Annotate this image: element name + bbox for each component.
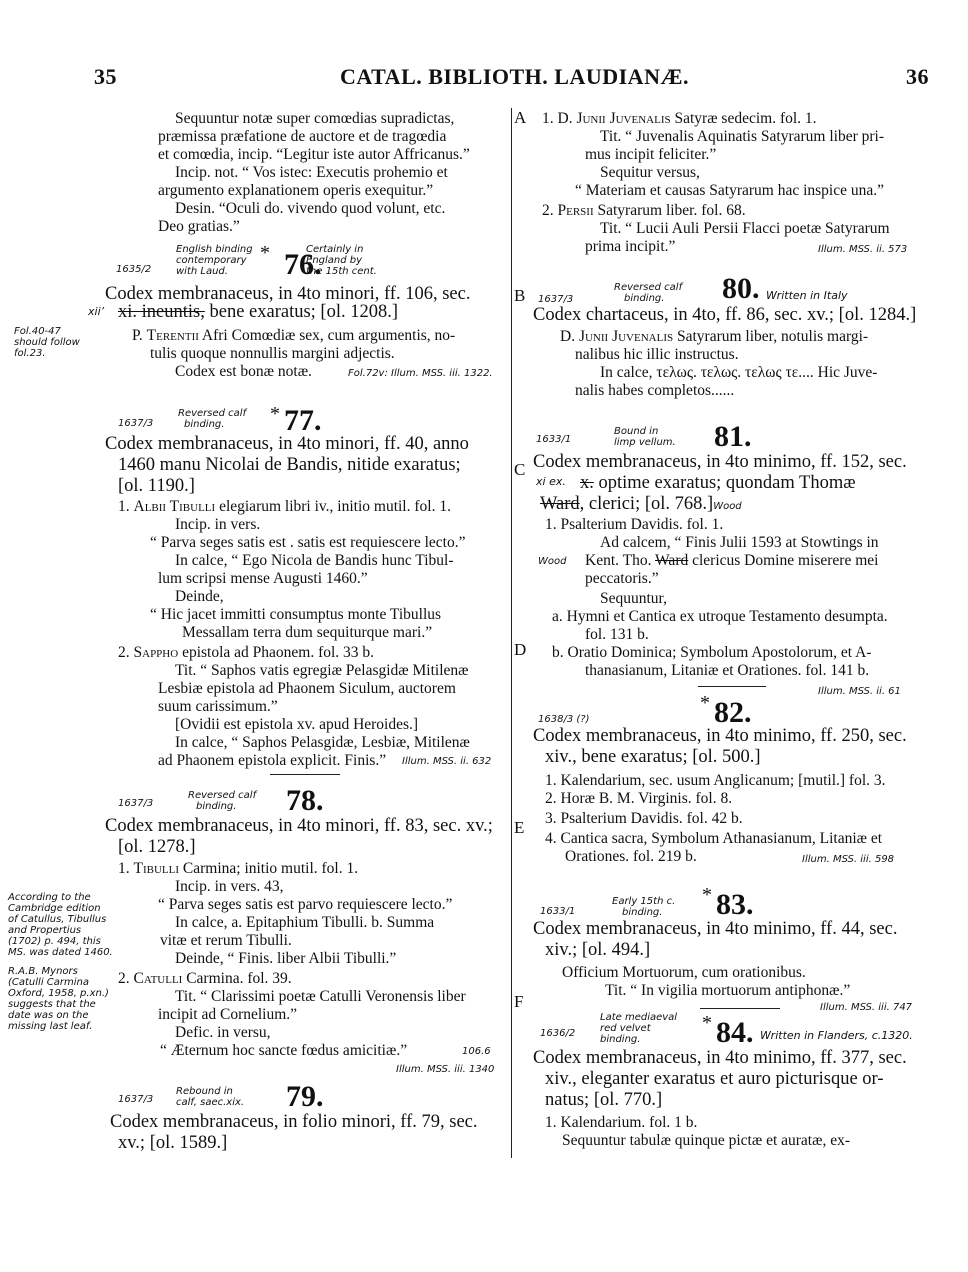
binding-note: English binding	[176, 244, 253, 255]
illumination-ref: Illum. MSS. ii. 61	[818, 686, 901, 697]
struck-date: x.	[580, 473, 594, 493]
item-sub-line: Incip. in vers. 43,	[175, 878, 284, 895]
item-sub-line: b. Oratio Dominica; Symbolum Apostolorum, et A-	[552, 644, 872, 661]
entry-80-line: nalibus hic illic instructus.	[575, 346, 739, 363]
struck-name: Ward	[655, 552, 689, 569]
binding-note: binding.	[196, 801, 237, 812]
margin-note: suggests that the	[8, 999, 96, 1010]
margin-date-correction: xi ex.	[536, 475, 566, 488]
intro-line: Sequuntur notæ super comœdias supradictas,	[175, 110, 455, 127]
prefix: P.	[132, 327, 147, 344]
intro-line: Desin. “Oculi do. vivendo quod volunt, etc.	[175, 200, 446, 217]
entry-76-line	[132, 327, 455, 345]
star-mark: *	[270, 403, 280, 425]
margin-note: Oxford, 1958, p.xn.)	[8, 988, 109, 999]
intro-line: Deo gratias.”	[158, 218, 240, 235]
star-mark: *	[260, 242, 270, 264]
entry-81-line	[580, 472, 856, 494]
item-number: 2.	[118, 970, 134, 987]
item-line	[542, 202, 746, 220]
entry-81-line: Codex membranaceus, in 4to minimo, ff. 152, sec.	[533, 452, 907, 472]
item-sub-line: a. Hymni et Cantica ex utroque Testamento desumpta.	[552, 608, 888, 625]
item-text: epistola ad Phaonem. fol. 33 b.	[178, 644, 375, 661]
item-sub-line: Defic. in versu,	[175, 1024, 271, 1041]
entry-79-line: xv.; [ol. 1589.]	[118, 1133, 228, 1153]
item-text: clericus Domine miserere mei	[688, 552, 879, 569]
separator-rule	[698, 686, 766, 687]
star-mark: *	[702, 1012, 712, 1034]
item-sub-line: Tit. “ In vigilia mortuorum antiphonæ.”	[605, 982, 851, 999]
item-sub-line: “ Æternum hoc sancte fœdus amicitiæ.”	[160, 1042, 408, 1059]
item-line	[118, 860, 358, 878]
running-title: CATAL. BIBLIOTH. LAUDIANÆ.	[340, 64, 689, 89]
shelf-mark: 1637/3	[118, 418, 154, 429]
side-letter-e: E	[514, 818, 525, 837]
shelf-mark: 1633/1	[536, 434, 572, 445]
illumination-ref: Illum. MSS. ii. 632	[402, 756, 492, 767]
item-line: Orationes. fol. 219 b.	[565, 848, 697, 865]
entry-84-line: Codex membranaceus, in 4to minimo, ff. 377, sec.	[533, 1048, 907, 1068]
side-letter-a: A	[514, 108, 527, 127]
illumination-ref: Illum. MSS. ii. 573	[818, 244, 908, 255]
entry-79-line: Codex membranaceus, in folio minori, ff. 79, sec.	[110, 1112, 478, 1132]
shelf-mark: 1636/2	[540, 1028, 576, 1039]
item-sub-line: In calce, a. Epitaphium Tibulli. b. Summa	[175, 914, 435, 931]
foliation-note: should follow	[14, 337, 80, 348]
item-line	[118, 644, 374, 662]
binding-note: Early 15th c.	[612, 896, 676, 907]
item-line: 1. Kalendarium, sec. usum Anglicanum; [mutil.] fol. 3.	[545, 772, 886, 789]
entry-77-line: [ol. 1190.]	[118, 476, 195, 496]
entry-82-line: xiv., bene exaratus; [ol. 500.]	[545, 747, 761, 767]
left-page-number: 35	[94, 64, 117, 89]
margin-note: and Propertius	[8, 925, 82, 936]
item-sub-line: Sequuntur,	[600, 590, 667, 607]
binding-note: binding.	[622, 907, 663, 918]
item-sub-line: suum carissimum.”	[158, 698, 278, 715]
entry-number-76: 76.	[284, 248, 322, 281]
right-page-number: 36	[906, 64, 929, 89]
star-mark: *	[702, 884, 712, 906]
side-letter-f: F	[514, 992, 524, 1011]
item-number: 1.	[118, 860, 134, 877]
entry-number-77: 77.	[284, 404, 322, 437]
entry-76-text: Afri Comœdiæ sex, cum argumentis, no-	[198, 327, 456, 344]
item-sub-line: incipit ad Cornelium.”	[158, 1006, 298, 1023]
margin-note: Cambridge edition	[8, 903, 101, 914]
item-sub-line	[585, 552, 878, 570]
item-text: Carmina; initio mutil. fol. 1.	[179, 860, 359, 877]
entry-83-line: xiv.; [ol. 494.]	[545, 940, 651, 960]
item-sub-line: Messallam terra dum sequiturque mari.”	[182, 624, 433, 641]
item-sub-line: Lesbiæ epistola ad Phaonem Siculum, auctorem	[158, 680, 456, 697]
provenance-note: the 15th cent.	[306, 266, 377, 277]
folio-note: 106.6	[462, 1046, 491, 1057]
item-text: Kent. Tho.	[585, 552, 656, 569]
item-sub-line: “ Parva seges satis est . satis est requiescere lecto.”	[150, 534, 466, 551]
author-name: Sappho	[133, 644, 179, 661]
side-letter-d: D	[514, 640, 527, 659]
prefix: D.	[560, 328, 579, 345]
margin-note: MS. was dated 1460.	[8, 947, 113, 958]
author-name: Persii	[557, 202, 594, 219]
item-sub-line: vitæ et rerum Tibulli.	[160, 932, 292, 949]
binding-note: Bound in	[614, 426, 659, 437]
item-sub-line: fol. 131 b.	[585, 626, 649, 643]
author-name: Albii Tibulli	[133, 498, 216, 515]
margin-note: (Catulli Carmina	[8, 977, 89, 988]
shelf-mark: 1637/3	[118, 1094, 154, 1105]
item-sub-line: Tit. “ Juvenalis Aquinatis Satyrarum liber pri-	[600, 128, 884, 145]
entry-number-81: 81.	[714, 420, 752, 453]
binding-note: with Laud.	[176, 266, 228, 277]
entry-77-line: 1460 manu Nicolai de Bandis, nitide exaratus;	[118, 455, 461, 475]
item-line: 3. Psalterium Davidis. fol. 42 b.	[545, 810, 743, 827]
entry-80-line: In calce, τελως. τελως. τελως τε.... Hic Juve-	[600, 364, 878, 381]
shelf-mark: 1633/1	[540, 906, 576, 917]
margin-note: missing last leaf.	[8, 1021, 93, 1032]
entry-84-line: xiv., eleganter exaratus et auro picturisque or-	[545, 1069, 884, 1089]
entry-80-line: nalis habes completos......	[575, 382, 735, 399]
item-sub-line: thanasianum, Litaniæ et Orationes. fol. 141 b.	[585, 662, 870, 679]
entry-81-text: optime exaratus; quondam Thomæ	[593, 473, 856, 493]
item-number: 1. D.	[542, 110, 577, 127]
item-text: Carmina. fol. 39.	[182, 970, 292, 987]
item-sub-line: Tit. “ Clarissimi poetæ Catulli Veronensis liber	[175, 988, 466, 1005]
item-sub-line: ad Phaonem epistola explicit. Finis.”	[158, 752, 387, 769]
entry-76-line: Codex est bonæ notæ.	[175, 363, 312, 380]
item-sub-line: Officium Mortuorum, cum orationibus.	[562, 964, 806, 981]
provenance-note: England by	[306, 255, 363, 266]
foliation-note: fol.23.	[14, 348, 46, 359]
struck-name: Ward	[540, 494, 580, 514]
correction-note: Wood	[713, 501, 742, 512]
entry-81-text: , clerici; [ol. 768.]	[579, 494, 714, 514]
author-name: Terentii	[146, 327, 199, 344]
illumination-ref: Fol.72v: Illum. MSS. iii. 1322.	[348, 368, 493, 379]
author-name: Junii Juvenalis	[578, 328, 674, 345]
entry-number-82: 82.	[714, 696, 752, 729]
item-sub-line: Ad calcem, “ Finis Julii 1593 at Stowtings in	[600, 534, 879, 551]
binding-note: binding.	[624, 293, 665, 304]
entry-80-line: Codex chartaceus, in 4to, ff. 86, sec. xv.; [ol. 1284.]	[533, 305, 917, 325]
shelf-mark: 1637/3	[538, 294, 574, 305]
author-name: Catulli	[133, 970, 183, 987]
entry-76-line: Codex membranaceus, in 4to minori, ff. 106, sec.	[105, 284, 471, 304]
item-number: 2.	[118, 644, 134, 661]
foliation-note: Fol.40-47	[14, 326, 61, 337]
entry-78-line: [ol. 1278.]	[118, 837, 196, 857]
item-text: Satyræ sedecim. fol. 1.	[670, 110, 817, 127]
binding-note: Rebound in	[176, 1086, 233, 1097]
item-text: Satyrarum liber. fol. 68.	[593, 202, 746, 219]
binding-note: Reversed calf	[178, 408, 247, 419]
origin-note: Written in Italy	[766, 289, 848, 302]
item-line: 1. Psalterium Davidis. fol. 1.	[545, 516, 724, 533]
item-sub-line: “ Materiam et causas Satyrarum hac inspice una.”	[575, 182, 885, 199]
item-sub-line: In calce, “ Ego Nicola de Bandis hunc Tibul-	[175, 552, 454, 569]
item-sub-line: Deinde, “ Finis. liber Albii Tibulli.”	[175, 950, 397, 967]
entry-76-text: bene exaratus; [ol. 1208.]	[204, 302, 399, 322]
item-line	[118, 498, 451, 516]
intro-line: præmissa præfatione de auctore et de tragœdia	[158, 128, 447, 145]
binding-note: Reversed calf	[614, 282, 683, 293]
entry-77-line: Codex membranaceus, in 4to minori, ff. 40, anno	[105, 434, 469, 454]
item-line	[542, 110, 817, 128]
binding-note: Reversed calf	[188, 790, 257, 801]
item-line: 1. Kalendarium. fol. 1 b.	[545, 1114, 698, 1131]
entry-number-80: 80.	[722, 272, 760, 305]
intro-line: et comœdia, incip. “Legitur iste autor Affricanus.”	[158, 146, 470, 163]
entry-80-text: Satyrarum liber, notulis margi-	[673, 328, 869, 345]
item-sub-line: In calce, “ Saphos Pelasgidæ, Lesbiæ, Mitilenæ	[175, 734, 470, 751]
entry-number-79: 79.	[286, 1080, 324, 1113]
shelf-mark: 1638/3 (?)	[538, 714, 590, 725]
margin-note: (1702) p. 494, this	[8, 936, 101, 947]
margin-note: According to the	[8, 892, 91, 903]
entry-76-line	[118, 301, 398, 323]
item-sub-line: Tit. “ Saphos vatis egregiæ Pelasgidæ Mitilenæ	[175, 662, 469, 679]
separator-rule	[270, 774, 340, 775]
entry-80-line	[560, 328, 868, 346]
binding-note: red velvet	[600, 1023, 651, 1034]
binding-note: Late mediaeval	[600, 1012, 678, 1023]
author-name: Junii Juvenalis	[576, 110, 671, 127]
margin-note: R.A.B. Mynors	[8, 966, 78, 977]
binding-note: binding.	[184, 419, 225, 430]
item-sub-line: lum scripsi mense Augusti 1460.”	[158, 570, 368, 587]
item-sub-line: Deinde,	[175, 588, 224, 605]
binding-note: limp vellum.	[614, 437, 676, 448]
entry-82-line: Codex membranaceus, in 4to minimo, ff. 250, sec.	[533, 726, 907, 746]
item-sub-line: Sequuntur tabulæ quinque pictæ et auratæ, ex-	[562, 1132, 850, 1149]
item-sub-line: Incip. in vers.	[175, 516, 261, 533]
margin-note: date was on the	[8, 1010, 89, 1021]
star-mark: *	[700, 692, 710, 714]
illumination-ref: Illum. MSS. iii. 747	[820, 1002, 913, 1013]
origin-note: Written in Flanders, c.1320.	[760, 1029, 913, 1042]
item-line: 2. Horæ B. M. Virginis. fol. 8.	[545, 790, 733, 807]
illumination-ref: Illum. MSS. iii. 598	[802, 854, 895, 865]
column-divider	[511, 108, 512, 1158]
intro-line: argumento explanationem operis exequitur.”	[158, 182, 434, 199]
correction-note: Wood	[538, 556, 567, 567]
entry-81-line	[540, 493, 742, 515]
binding-note: calf, saec.xix.	[176, 1097, 245, 1108]
separator-rule	[700, 1008, 780, 1009]
struck-date: xi. ineuntis,	[118, 302, 205, 322]
illumination-ref: Illum. MSS. iii. 1340	[396, 1064, 495, 1075]
entry-84-line: natus; [ol. 770.]	[545, 1090, 663, 1110]
item-sub-line: prima incipit.”	[585, 238, 676, 255]
item-sub-line: Tit. “ Lucii Auli Persii Flacci poetæ Satyrarum	[600, 220, 890, 237]
margin-note: of Catullus, Tibullus	[8, 914, 107, 925]
shelf-mark: 1637/3	[118, 798, 154, 809]
item-sub-line: peccatoris.”	[585, 570, 659, 587]
intro-line: Incip. not. “ Vos istec: Executis prohemio et	[175, 164, 448, 181]
provenance-note: Certainly in	[306, 244, 364, 255]
item-sub-line: [Ovidii est epistola xv. apud Heroides.]	[175, 716, 419, 733]
item-sub-line: Sequitur versus,	[600, 164, 700, 181]
side-letter-c: C	[514, 460, 526, 479]
entry-number-84: 84.	[716, 1016, 754, 1049]
entry-83-line: Codex membranaceus, in 4to minimo, ff. 44, sec.	[533, 919, 898, 939]
binding-note: binding.	[600, 1034, 641, 1045]
item-line: 4. Cantica sacra, Symbolum Athanasianum, Litaniæ et	[545, 830, 883, 847]
item-text: elegiarum libri iv., initio mutil. fol. 1.	[215, 498, 451, 515]
author-name: Tibulli	[133, 860, 180, 877]
entry-76-line: tulis quoque nonnullis margini adjectis.	[150, 345, 395, 362]
binding-note: contemporary	[176, 255, 247, 266]
item-sub-line: mus incipit feliciter.”	[585, 146, 717, 163]
item-number: 2.	[542, 202, 558, 219]
entry-number-83: 83.	[716, 888, 754, 921]
side-letter-b: B	[514, 286, 526, 305]
item-sub-line: “ Parva seges satis est parvo requiescere lecto.”	[158, 896, 453, 913]
item-number: 1.	[118, 498, 134, 515]
shelf-mark: 1635/2	[116, 264, 152, 275]
item-line	[118, 970, 292, 988]
entry-number-78: 78.	[286, 784, 324, 817]
margin-date-correction: xii’	[88, 305, 105, 318]
item-sub-line: “ Hic jacet immitti consumptus monte Tibullus	[150, 606, 442, 623]
entry-78-line: Codex membranaceus, in 4to minori, ff. 83, sec. xv.;	[105, 816, 493, 836]
